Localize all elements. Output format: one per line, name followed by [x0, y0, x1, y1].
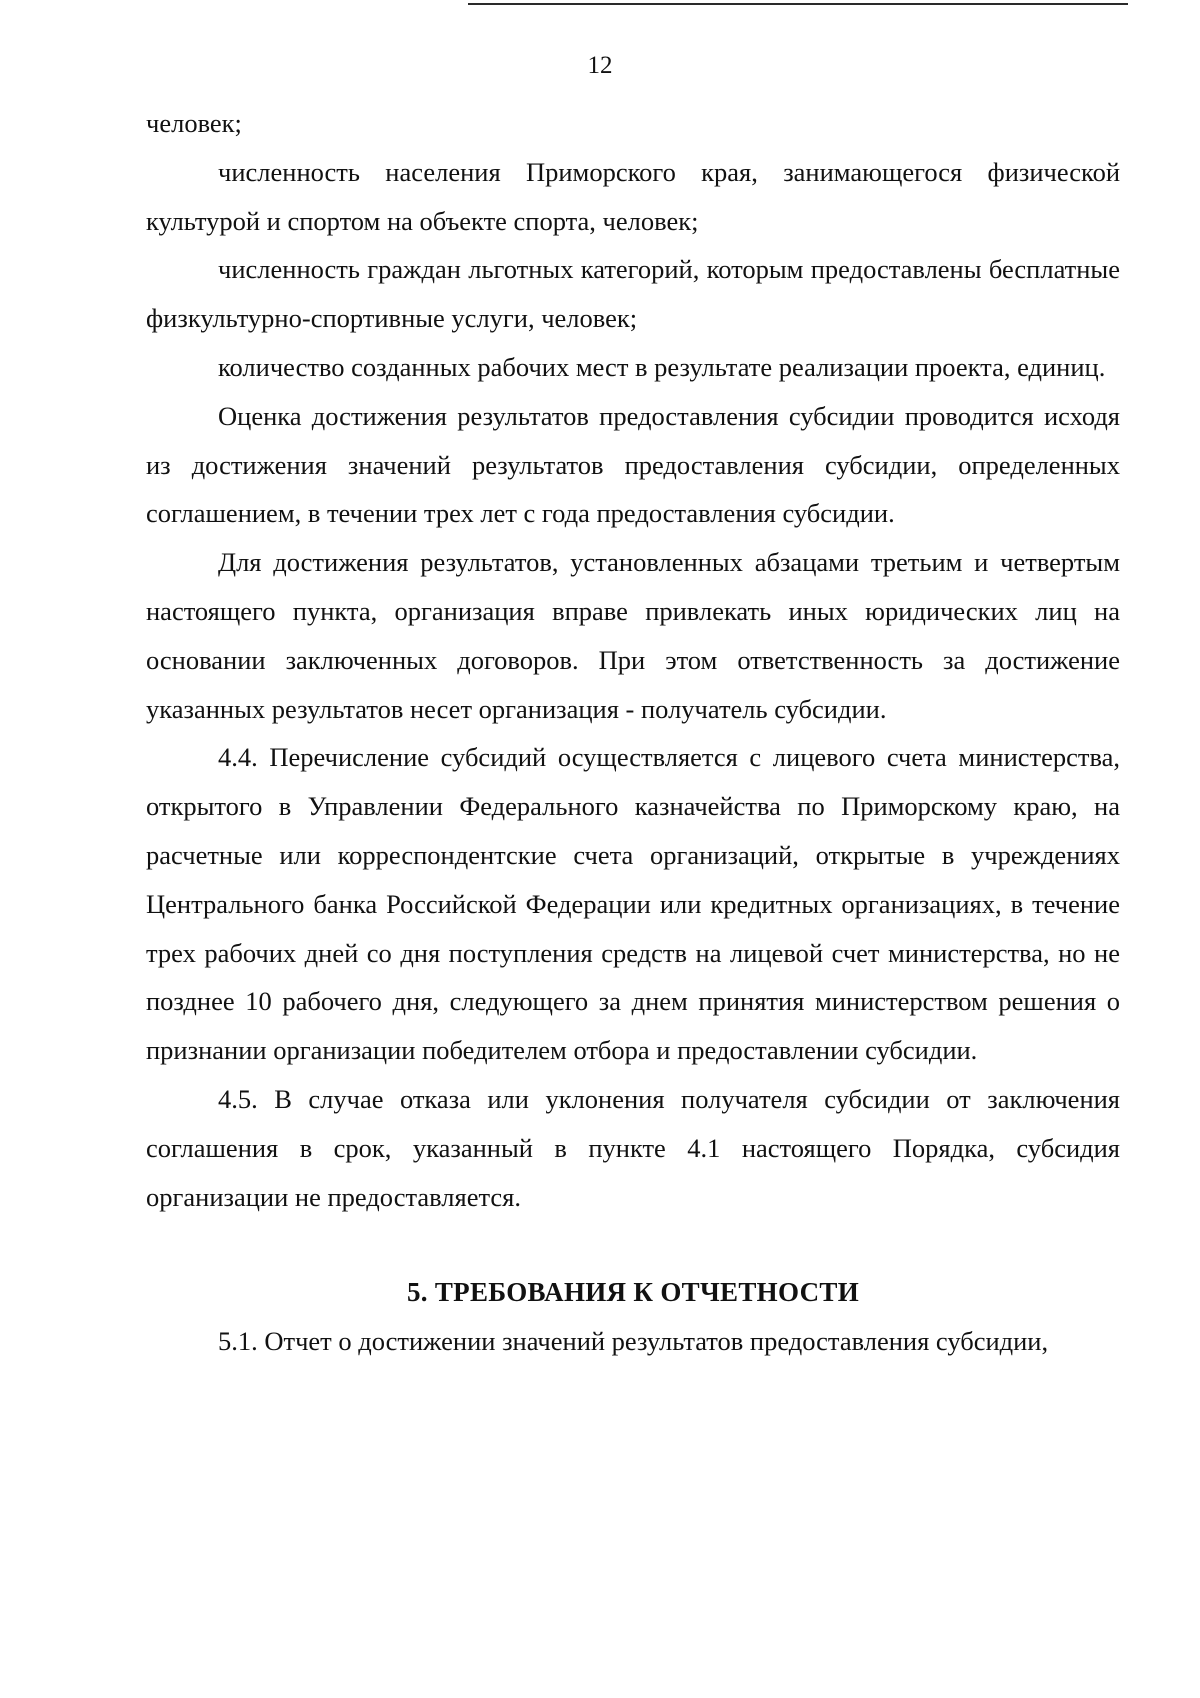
- top-border-line: [468, 3, 1128, 5]
- paragraph-4-5-refusal: 4.5. В случае отказа или уклонения получателя субсидии от заключения соглашения в срок, указанный в пункте 4.1 настоящего Порядка, субсидия организации не предоставляется.: [146, 1083, 1120, 1212]
- section-heading: 5. ТРЕБОВАНИЯ К ОТЧЕТНОСТИ: [406, 1277, 860, 1308]
- paragraph-privileged-citizens: численность граждан льготных категорий, которым предоставлены бесплатные физкультурно-спортивные услуги, человек;: [146, 254, 1120, 334]
- paragraph-population-sport: численность населения Приморского края, занимающегося физической культурой и спортом на объекте спорта, человек;: [146, 156, 1120, 236]
- paragraph-jobs-created: количество созданных рабочих мест в результате реализации проекта, единиц.: [218, 351, 1106, 382]
- section-spacer: [146, 1221, 1120, 1268]
- paragraph-5-1-report: 5.1. Отчет о достижении значений результатов предоставления субсидии,: [218, 1326, 1049, 1357]
- paragraph-third-parties: Для достижения результатов, установленных абзацами третьим и четвертым настоящего пункта, организация вправе привлекать иных юридических лиц на основании заключенных договоров. При этом ответственность за достижение указанных результатов несет организация - получатель субсидии.: [146, 547, 1120, 724]
- document-body: [146, 99, 1120, 1366]
- paragraph-4-4-transfer: 4.4. Перечисление субсидий осуществляется с лицевого счета министерства, открытого в Управлении Федерального казначейства по Приморскому краю, на расчетные или корреспондентские счета организаций, открытые в учреждениях Центрального банка Российской Федерации или кредитных организациях, в течение трех рабочих дней со дня поступления средств на лицевой счет министерства, но не позднее 10 рабочего дня, следующего за днем принятия министерством решения о признании организации победителем отбора и предоставлении субсидии.: [146, 742, 1120, 1066]
- paragraph-results-assessment: Оценка достижения результатов предоставления субсидии проводится исходя из достижения значений результатов предоставления субсидии, определенных соглашением, в течении трех лет с года предоставления субсидии.: [146, 400, 1120, 529]
- paragraph-continuation: человек;: [146, 108, 242, 138]
- page-number: 12: [587, 52, 613, 79]
